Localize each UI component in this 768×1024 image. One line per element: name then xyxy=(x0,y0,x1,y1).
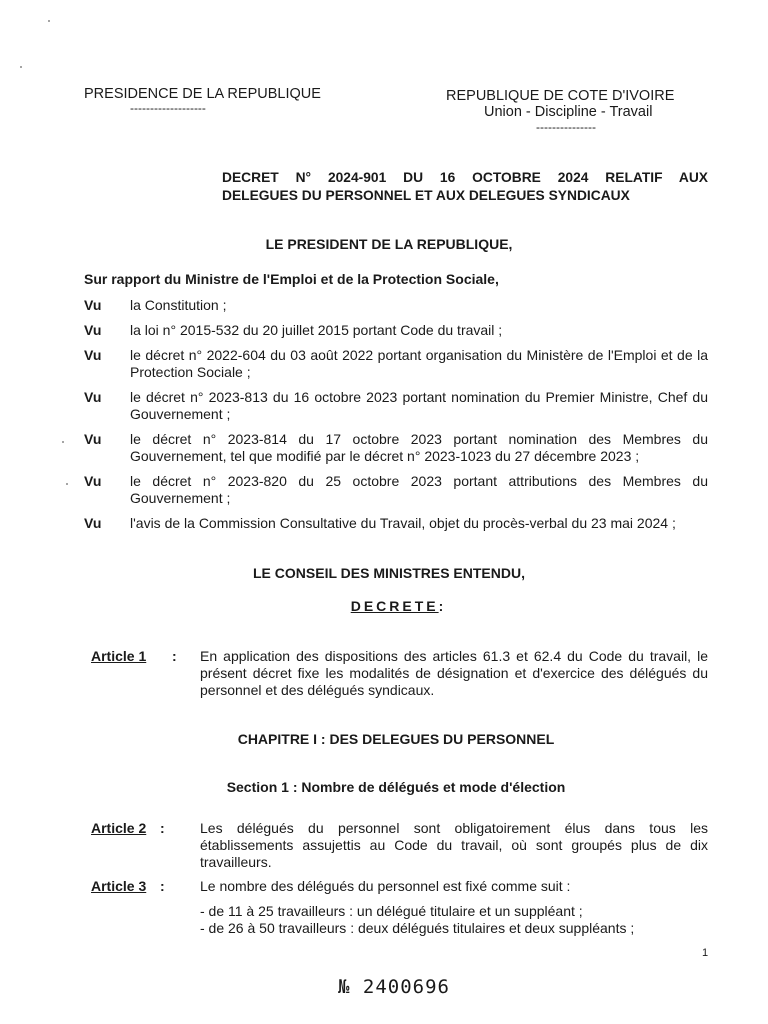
vu-item: le décret n° 2023-820 du 25 octobre 2023 portant attributions des Membres du Gouvernement ; xyxy=(130,473,708,506)
report-line: Sur rapport du Ministre de l'Emploi et de la Protection Sociale, xyxy=(84,271,499,287)
vu-label: Vu xyxy=(84,322,102,338)
scan-speck xyxy=(62,441,64,443)
vu-item: la loi n° 2015-532 du 20 juillet 2015 portant Code du travail ; xyxy=(130,322,503,338)
article-3-text: Le nombre des délégués du personnel est fixé comme suit : xyxy=(200,878,571,894)
vu-item: le décret n° 2023-813 du 16 octobre 2023 portant nomination du Premier Ministre, Chef du Gouvernement ; xyxy=(130,389,708,422)
article-3-item: - de 11 à 25 travailleurs : un délégué titulaire et un suppléant ; xyxy=(200,903,583,919)
article-label: Article 3 xyxy=(91,878,147,894)
section-heading: Section 1 : Nombre de délégués et mode d'élection xyxy=(226,779,566,795)
decree-title xyxy=(222,169,708,205)
article-1-text: En application des dispositions des articles 61.3 et 62.4 du Code du travail, le présent décret fixe les modalités de désignation et d'exercice des délégués du personnel et des délégués syndicaux. xyxy=(200,648,708,698)
header-left-dashes: ------------------- xyxy=(130,101,206,115)
vu-item: le décret n° 2023-814 du 17 octobre 2023 portant nomination des Membres du Gouvernement, tel que modifié par le décret n° 2023-1023 du 27 décembre 2023 ; xyxy=(130,431,708,464)
scan-speck xyxy=(20,66,22,68)
article-colon: : xyxy=(160,878,165,894)
vu-item: le décret n° 2022-604 du 03 août 2022 portant organisation du Ministère de l'Emploi et de la Protection Sociale ; xyxy=(130,347,708,380)
header-right-title: REPUBLIQUE DE COTE D'IVOIRE xyxy=(446,88,675,104)
decrete-word: DECRETE xyxy=(350,598,439,614)
vu-label: Vu xyxy=(84,297,102,313)
vu-item: la Constitution ; xyxy=(130,297,227,313)
page-number: 1 xyxy=(702,947,709,959)
article-3-heading xyxy=(91,878,146,896)
vu-label: Vu xyxy=(84,473,102,489)
article-2-heading xyxy=(91,820,146,838)
article-label: Article 2 xyxy=(91,820,147,836)
vu-label: Vu xyxy=(84,347,102,363)
header-motto: Union - Discipline - Travail xyxy=(484,104,653,120)
article-2-text: Les délégués du personnel sont obligatoirement élus dans tous les établissements assujettis au Code du travail, où sont groupés plus de dix travailleurs. xyxy=(200,820,708,870)
scan-speck xyxy=(66,483,68,485)
vu-label: Vu xyxy=(84,515,102,531)
article-label: Article 1 xyxy=(91,648,147,664)
article-3-item: - de 26 à 50 travailleurs : deux délégués titulaires et deux suppléants ; xyxy=(200,920,635,936)
vu-label: Vu xyxy=(84,389,102,405)
header-right-dashes: --------------- xyxy=(536,120,596,134)
chapter-heading: CHAPITRE I : DES DELEGUES DU PERSONNEL xyxy=(237,731,555,747)
vu-item: l'avis de la Commission Consultative du Travail, objet du procès-verbal du 23 mai 2024 ; xyxy=(130,515,676,531)
decrete-colon: : xyxy=(438,598,444,614)
article-colon: : xyxy=(172,648,177,664)
scan-speck xyxy=(48,20,50,22)
council-heading: LE CONSEIL DES MINISTRES ENTENDU, xyxy=(253,565,525,581)
header-left-title: PRESIDENCE DE LA REPUBLIQUE xyxy=(84,86,321,102)
president-heading: LE PRESIDENT DE LA REPUBLIQUE, xyxy=(265,236,513,252)
decrete-heading xyxy=(0,598,768,616)
document-number: № 2400696 xyxy=(338,976,450,998)
article-1-heading xyxy=(91,648,146,666)
decree-title-line2: DELEGUES DU PERSONNEL ET AUX DELEGUES SYNDICAUX xyxy=(222,188,630,203)
vu-label: Vu xyxy=(84,431,102,447)
article-colon: : xyxy=(160,820,165,836)
decree-title-line1: DECRET N° 2024-901 DU 16 OCTOBRE 2024 RELATIF AUX xyxy=(222,170,708,185)
